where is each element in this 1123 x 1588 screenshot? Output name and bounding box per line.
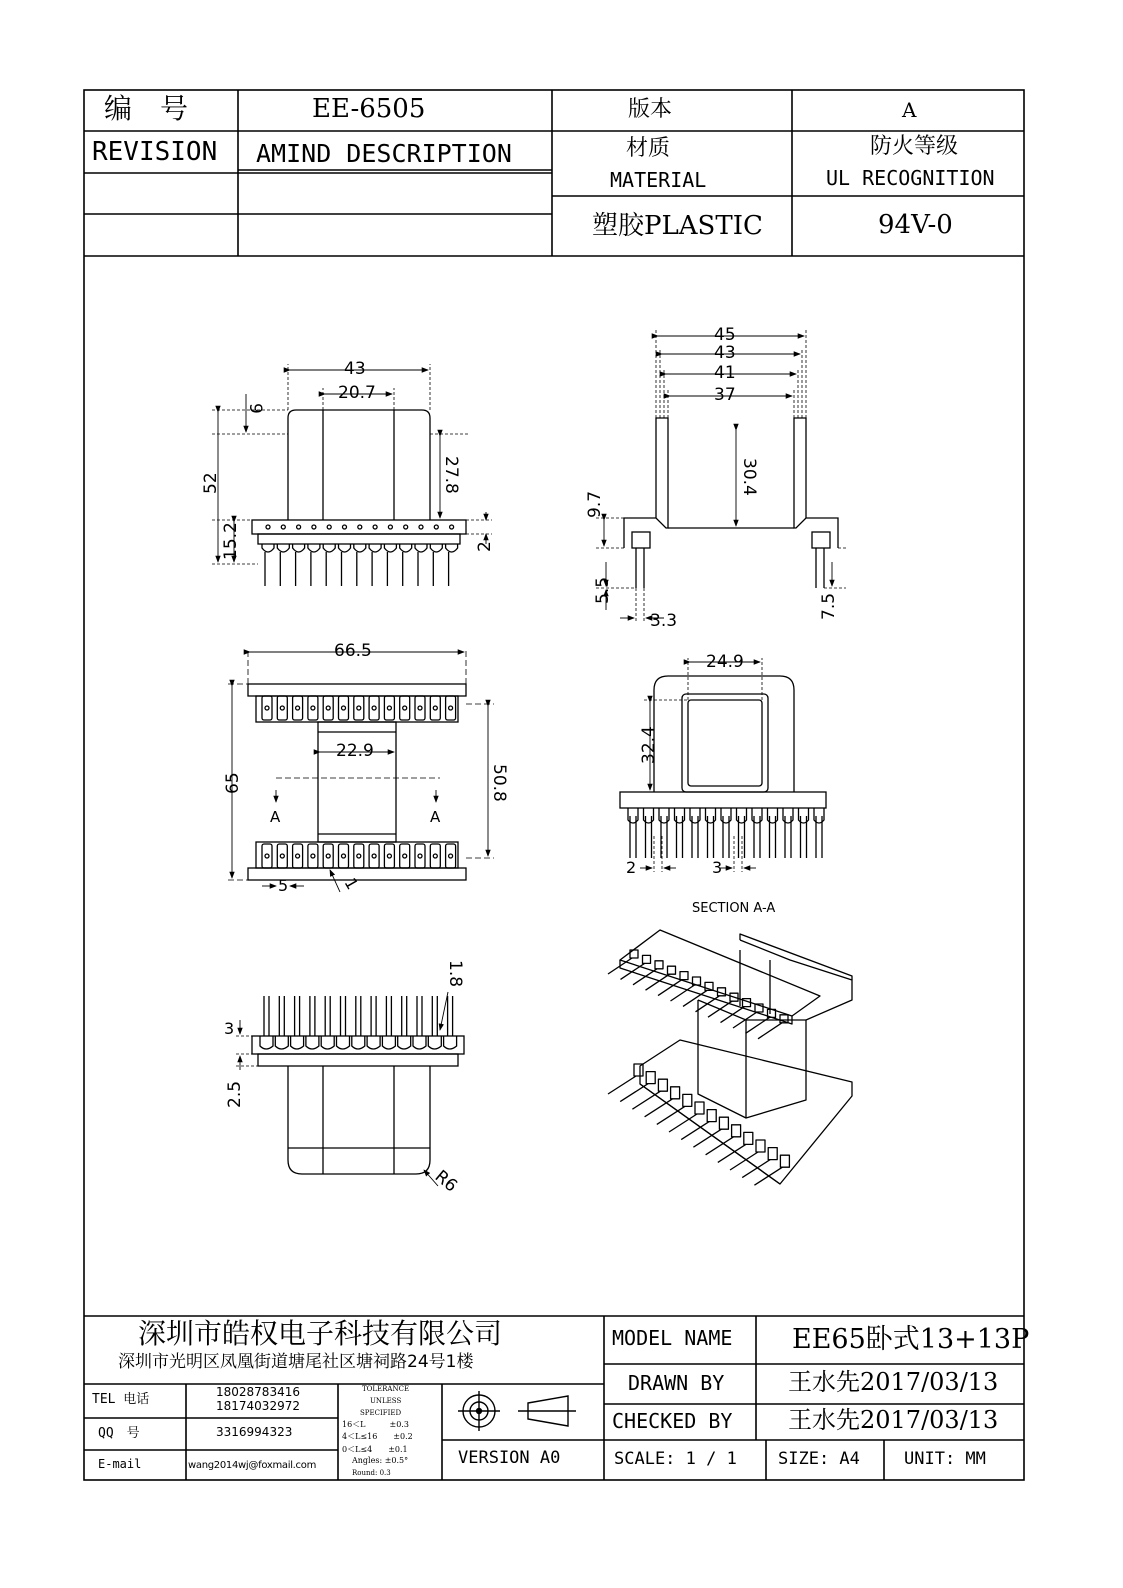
bottom-view <box>236 992 464 1186</box>
dim-5-5: 5.5 <box>593 576 613 604</box>
isometric-view <box>608 930 852 1185</box>
pin-hole <box>266 525 270 529</box>
pin-hole <box>311 854 315 858</box>
section-view <box>620 658 826 872</box>
dim-37: 37 <box>714 385 736 405</box>
code-value: EE-6505 <box>312 94 426 124</box>
pin-slot <box>293 696 303 720</box>
drawn-by-value: 王水先2017/03/13 <box>788 1368 999 1396</box>
unit-label: UNIT: MM <box>904 1449 986 1469</box>
pin-hole <box>418 854 422 858</box>
pin-slot <box>277 844 287 868</box>
qq-label: QQ 号 <box>98 1426 140 1441</box>
pin-hole <box>357 706 361 710</box>
version-label-footer: VERSION A0 <box>458 1448 561 1468</box>
pin <box>608 1076 636 1094</box>
dim-9-7: 9.7 <box>585 490 605 518</box>
pin <box>620 1084 648 1102</box>
model-name-value: EE65卧式13+13P <box>792 1324 1030 1355</box>
pin-slot <box>446 844 456 868</box>
pin-slot <box>323 544 335 552</box>
dim-pin-dia-1-8: 1.8 <box>445 960 465 988</box>
pin-socket <box>744 1132 753 1144</box>
pin-slot <box>415 544 427 552</box>
pin-slot <box>415 844 425 868</box>
pin-hole <box>373 525 377 529</box>
tolerance-line-2: UNLESS <box>370 1397 402 1405</box>
pin-hole <box>280 706 284 710</box>
dim-52: 52 <box>201 472 221 494</box>
material-label-cn: 材质 <box>626 136 671 161</box>
pin <box>758 1023 782 1039</box>
pin-socket <box>643 955 651 963</box>
section-mark-a-left: A <box>270 808 281 826</box>
pin-hole <box>343 525 347 529</box>
pin <box>730 1152 758 1170</box>
dim-41: 41 <box>714 363 736 383</box>
pin-hole <box>297 525 301 529</box>
pin-slot <box>369 696 379 720</box>
checked-by-value: 王水先2017/03/13 <box>788 1406 999 1434</box>
pin-slot <box>354 544 366 552</box>
pin-hole <box>311 706 315 710</box>
pin-slot <box>337 1036 350 1049</box>
pin-hole <box>281 525 285 529</box>
pin-socket <box>671 1087 680 1099</box>
model-name-label: MODEL NAME <box>612 1326 733 1350</box>
email-label: E-mail <box>98 1457 142 1471</box>
pin-slot <box>277 544 289 552</box>
dim-2-section: 2 <box>626 858 637 877</box>
pin-slot <box>430 844 440 868</box>
dim-45: 45 <box>714 325 736 345</box>
pin-socket <box>695 1102 704 1114</box>
pin-hole <box>342 854 346 858</box>
pin-hole <box>450 525 454 529</box>
pin <box>645 1099 673 1117</box>
pin-hole <box>265 706 269 710</box>
qq-value: 3316994323 <box>216 1425 293 1439</box>
pin-hole <box>296 706 300 710</box>
pin-hole <box>372 706 376 710</box>
company-address: 深圳市光明区凤凰街道塘尾社区塘祠路24号1楼 <box>118 1352 474 1372</box>
dim-5-pitch: 5 <box>278 876 289 895</box>
pin-slot <box>415 696 425 720</box>
pin-slot <box>275 1036 288 1049</box>
section-caption: SECTION A-A <box>692 901 776 916</box>
pin-slot <box>262 696 272 720</box>
material-value: 塑胶PLASTIC <box>592 211 763 241</box>
tolerance-line-7: Angles: ±0.5° <box>352 1456 409 1465</box>
pin-slot <box>308 544 320 552</box>
pin-slot <box>291 1036 304 1049</box>
pin-socket <box>732 1125 741 1137</box>
pin-slot <box>398 1036 411 1049</box>
pin-hole <box>372 854 376 858</box>
pin-socket <box>780 1155 789 1167</box>
pin-hole <box>265 854 269 858</box>
size-label: SIZE: A4 <box>778 1449 860 1469</box>
dim-24-9: 24.9 <box>706 652 744 672</box>
dim-3-bottom: 3 <box>224 1019 235 1038</box>
scale-label: SCALE: 1 / 1 <box>614 1449 737 1469</box>
pin-hole <box>280 854 284 858</box>
tel-number-2: 18174032972 <box>216 1399 300 1413</box>
company-name: 深圳市皓权电子科技有限公司 <box>138 1317 503 1350</box>
dim-32-4: 32.4 <box>639 726 659 764</box>
dim-43-side: 43 <box>714 343 736 363</box>
pin-slot <box>339 544 351 552</box>
pin-slot <box>384 844 394 868</box>
dim-pin-dia-1: 1 <box>340 874 363 893</box>
pin-slot <box>308 696 318 720</box>
pin-hole <box>357 854 361 858</box>
pin-slot <box>400 544 412 552</box>
tolerance-line-8: Round: 0.3 <box>352 1469 391 1477</box>
revision-label: REVISION <box>92 137 218 167</box>
tel-label: TEL 电话 <box>92 1392 150 1407</box>
pin-slot <box>262 844 272 868</box>
pin-socket <box>655 961 663 969</box>
pin-slot <box>384 696 394 720</box>
pin <box>646 974 670 990</box>
front-view <box>228 648 494 892</box>
dim-3-section: 3 <box>712 858 723 877</box>
pin <box>671 985 695 1001</box>
version-value: A <box>902 98 917 122</box>
section-mark-a-right: A <box>430 808 441 826</box>
pin-slot <box>323 844 333 868</box>
pin <box>621 963 645 979</box>
pin-slot <box>446 696 456 720</box>
tolerance-line-3: SPECIFIED <box>360 1409 402 1417</box>
dim-65: 65 <box>223 772 243 794</box>
pin-hole <box>404 525 408 529</box>
pin <box>633 969 657 985</box>
pin <box>708 1001 732 1017</box>
pin-socket <box>768 1148 777 1160</box>
tolerance-line-5: 4＜L≤16 ±0.2 <box>342 1432 413 1441</box>
checked-by-label: CHECKED BY <box>612 1409 733 1433</box>
pin-hole <box>418 706 422 710</box>
pin-slot <box>339 844 349 868</box>
pin-hole <box>403 706 407 710</box>
pin-hole <box>433 706 437 710</box>
dim-22-9: 22.9 <box>336 741 374 761</box>
pin <box>742 1160 770 1178</box>
tolerance-line-4: 16＜L ±0.3 <box>342 1420 409 1429</box>
pin-hole <box>434 525 438 529</box>
pin-slot <box>339 696 349 720</box>
tolerance-line-6: 0＜L≤4 ±0.1 <box>342 1445 408 1454</box>
pin-slot <box>352 1036 365 1049</box>
pin-socket <box>634 1064 643 1076</box>
fire-rating-label-en: UL RECOGNITION <box>826 166 995 190</box>
dim-50-8: 50.8 <box>489 764 509 802</box>
pin-hole <box>326 854 330 858</box>
dim-9: 9 <box>245 403 265 414</box>
pin-hole <box>326 706 330 710</box>
tel-number-1: 18028783416 <box>216 1385 300 1399</box>
pin-slot <box>293 544 305 552</box>
dim-2-5: 2.5 <box>225 1080 245 1108</box>
code-label: 编 号 <box>104 92 189 125</box>
pin-socket <box>658 1079 667 1091</box>
pin-socket <box>707 1110 716 1122</box>
pin-slot <box>323 696 333 720</box>
pin-slot <box>354 844 364 868</box>
pin-slot <box>293 844 303 868</box>
pin-slot <box>430 696 440 720</box>
pin <box>657 1106 685 1124</box>
pin-slot <box>382 1036 395 1049</box>
fire-rating-value: 94V-0 <box>878 210 953 240</box>
pin <box>632 1091 660 1109</box>
pin-slot <box>400 844 410 868</box>
pin-slot <box>354 696 364 720</box>
pin-hole <box>312 525 316 529</box>
dim-7-5: 7.5 <box>819 592 839 620</box>
pin-hole <box>403 854 407 858</box>
pin-hole <box>419 525 423 529</box>
pin-hole <box>358 525 362 529</box>
pin-slot <box>444 1036 457 1049</box>
dim-30-4: 30.4 <box>739 458 759 496</box>
tolerance-line-1: TOLERANCE <box>362 1385 410 1393</box>
pin-socket <box>646 1072 655 1084</box>
pin <box>706 1137 734 1155</box>
pin-hole <box>387 854 391 858</box>
amind-description-label: AMIND DESCRIPTION <box>256 139 512 168</box>
pin <box>718 1144 746 1162</box>
pin-hole <box>433 854 437 858</box>
material-label-en: MATERIAL <box>610 168 707 192</box>
pin-slot <box>277 696 287 720</box>
email-value: wang2014wj@foxmail.com <box>188 1460 317 1471</box>
dim-2: 2 <box>475 541 495 552</box>
pin-slot <box>262 544 274 552</box>
pin-slot <box>367 1036 380 1049</box>
pin-slot <box>430 544 442 552</box>
pin-socket <box>683 1094 692 1106</box>
pin-hole <box>449 854 453 858</box>
pin-socket <box>680 972 688 980</box>
pin-socket <box>756 1140 765 1152</box>
dim-27-8: 27.8 <box>441 456 461 494</box>
pin-slot <box>308 844 318 868</box>
dim-43-top: 43 <box>344 359 366 379</box>
fire-rating-label-cn: 防火等级 <box>870 134 959 159</box>
pin-slot <box>413 1036 426 1049</box>
pin-hole <box>296 854 300 858</box>
pin-slot <box>369 844 379 868</box>
pin-hole <box>388 525 392 529</box>
dim-15-2: 15.2 <box>221 522 241 560</box>
drawn-by-label: DRAWN BY <box>628 1371 725 1395</box>
dim-3-3: 3.3 <box>650 611 678 631</box>
version-label: 版本 <box>628 97 673 122</box>
pin <box>721 1007 745 1023</box>
dim-66-5: 66.5 <box>334 641 372 661</box>
pin-slot <box>428 1036 441 1049</box>
pin-slot <box>369 544 381 552</box>
pin-hole <box>342 706 346 710</box>
pin-slot <box>321 1036 334 1049</box>
pin-slot <box>260 1036 273 1049</box>
pin <box>669 1114 697 1132</box>
pin <box>696 996 720 1012</box>
pin-slot <box>400 696 410 720</box>
pin-hole <box>327 525 331 529</box>
dim-20-7: 20.7 <box>338 383 376 403</box>
pin-slot <box>446 544 458 552</box>
pin-slot <box>306 1036 319 1049</box>
pin-slot <box>384 544 396 552</box>
pin-socket <box>668 966 676 974</box>
pin-hole <box>387 706 391 710</box>
pin-socket <box>719 1117 728 1129</box>
dim-r6: R6 <box>430 1166 461 1197</box>
pin-hole <box>449 706 453 710</box>
